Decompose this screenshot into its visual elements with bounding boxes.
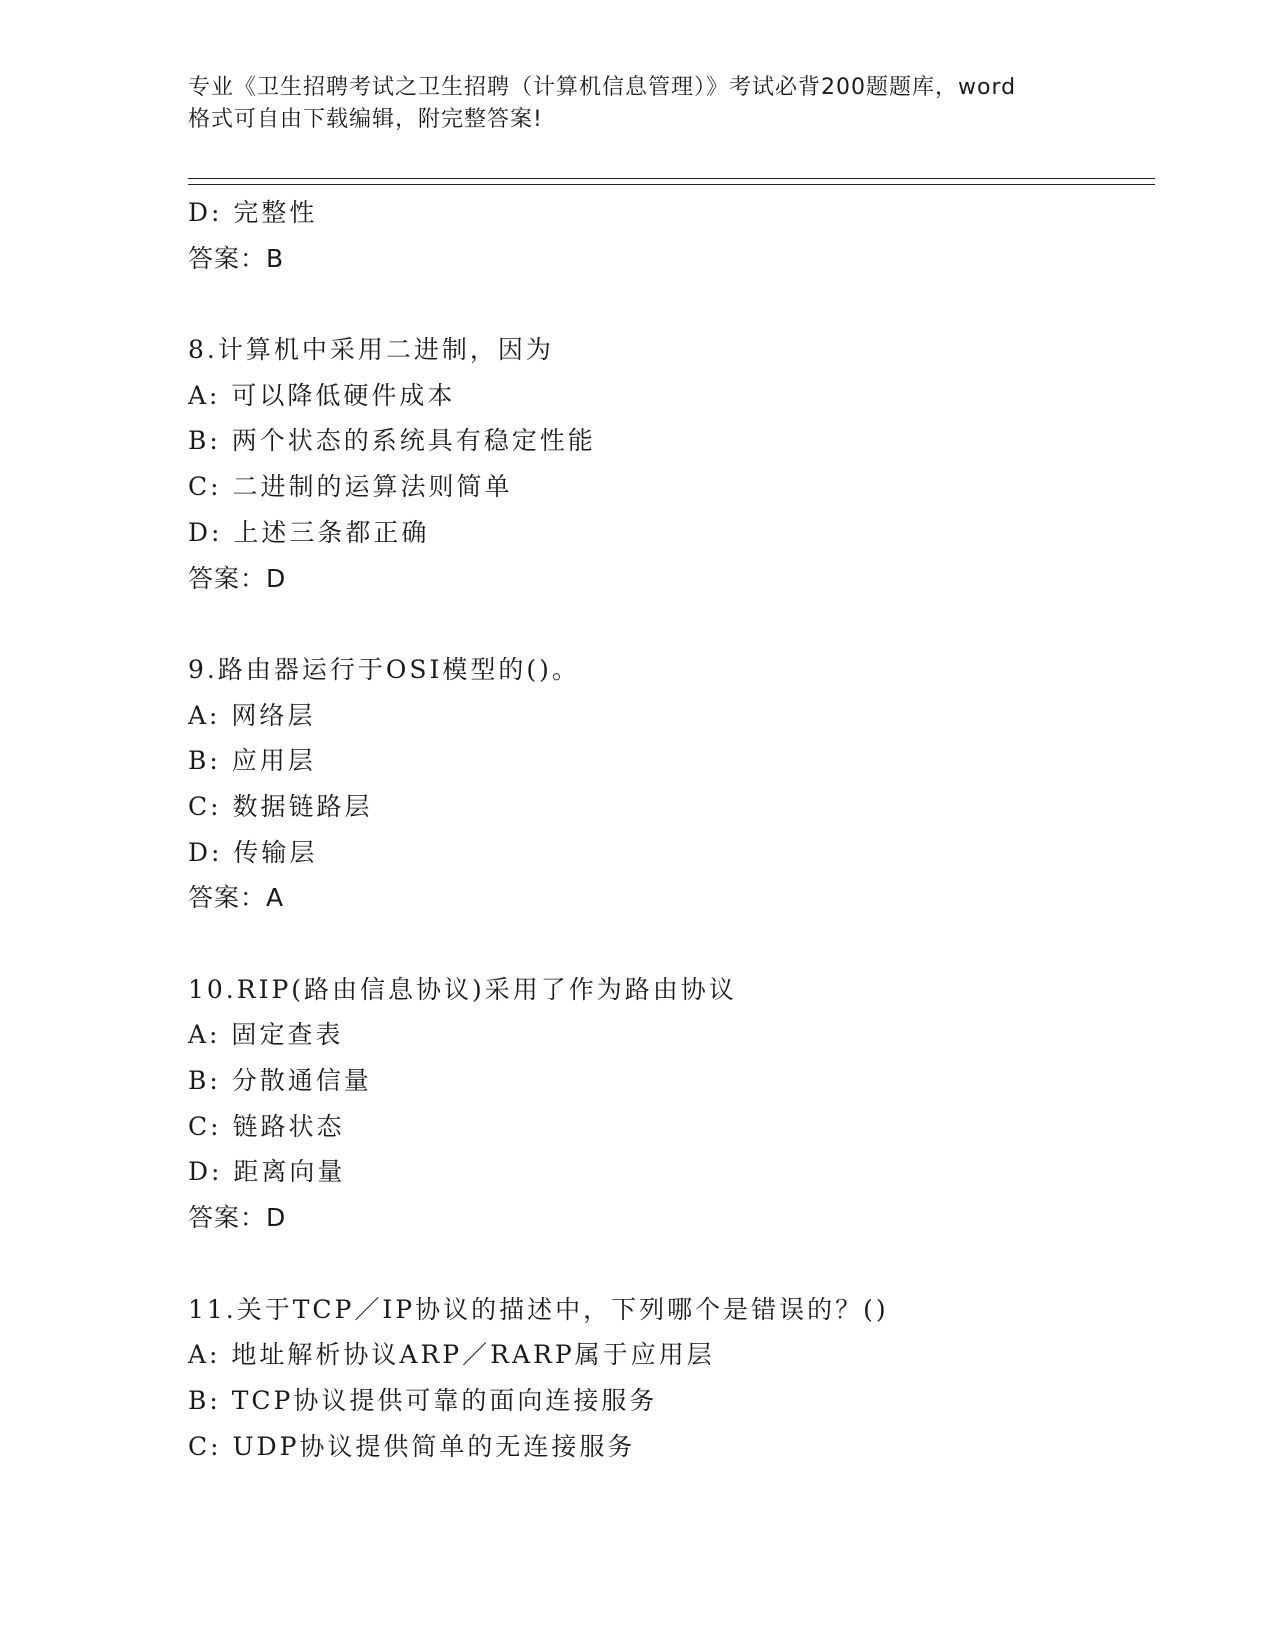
blank-line xyxy=(188,921,1155,967)
option-line: D: 传输层 xyxy=(188,837,318,867)
option-line: B: TCP协议提供可靠的面向连接服务 xyxy=(188,1385,658,1415)
option-line: D: 上述三条都正确 xyxy=(188,517,430,547)
option-line: B: 分散通信量 xyxy=(188,1066,372,1096)
question-text: 8.计算机中采用二进制，因为 xyxy=(188,335,554,365)
option-line: D: 完整性 xyxy=(188,198,318,227)
question-text: 11.关于TCP／IP协议的描述中，下列哪个是错误的？() xyxy=(188,1294,889,1324)
header-rule-bottom xyxy=(188,184,1155,185)
option-line: A: 地址解析协议ARP／RARP属于应用层 xyxy=(188,1340,715,1370)
option-line: C: UDP协议提供简单的无连接服务 xyxy=(188,1431,636,1461)
option-line: C: 链路状态 xyxy=(188,1111,345,1141)
blank-line xyxy=(188,1241,1155,1287)
option-line: C: 数据链路层 xyxy=(188,791,373,821)
document-header xyxy=(188,72,1088,136)
question-list xyxy=(188,190,1155,1469)
blank-line xyxy=(188,601,1155,647)
answer-line: 答案：A xyxy=(188,883,285,913)
question-text: 9.路由器运行于OSI模型的()。 xyxy=(188,654,580,684)
option-line: B: 应用层 xyxy=(188,746,316,776)
answer-line: 答案：B xyxy=(188,243,285,273)
blank-line xyxy=(188,281,1155,327)
answer-line: 答案：D xyxy=(188,563,287,593)
header-rule-top xyxy=(188,178,1155,179)
option-line: A: 网络层 xyxy=(188,700,316,730)
question-text: 10.RIP(路由信息协议)采用了作为路由协议 xyxy=(188,974,737,1004)
option-line: B: 两个状态的系统具有稳定性能 xyxy=(188,426,596,456)
option-line: C: 二进制的运算法则简单 xyxy=(188,472,513,502)
header-line-2: 格式可自由下载编辑，附完整答案! xyxy=(188,107,543,132)
option-line: A: 可以降低硬件成本 xyxy=(188,380,456,410)
header-line-1: 专业《卫生招聘考试之卫生招聘（计算机信息管理）》考试必背200题题库，word xyxy=(188,75,1017,100)
answer-line: 答案：D xyxy=(188,1203,287,1233)
option-line: D: 距离向量 xyxy=(188,1157,346,1187)
option-line: A: 固定查表 xyxy=(188,1020,344,1050)
